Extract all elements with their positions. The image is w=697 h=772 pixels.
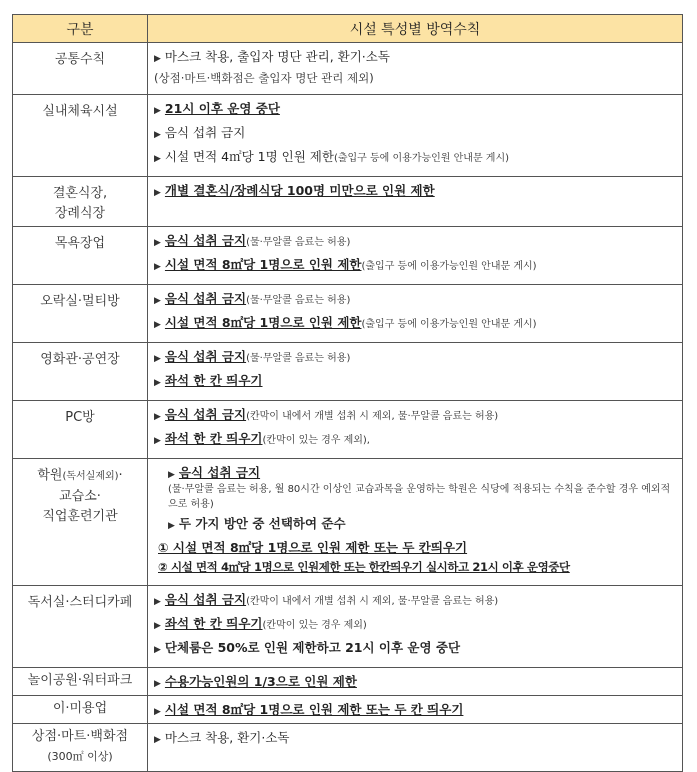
row-category: 공통수칙 [13,43,148,95]
triangle-right-icon: ▶ [154,188,161,198]
rule-line: ▶ 음식 섭취 금지(물·무알콜 음료는 허용) [154,349,351,364]
row-category: PC방 [13,401,148,459]
row-category: 놀이공원·워터파크 [13,668,148,696]
table-row [13,343,683,401]
triangle-right-icon: ▶ [154,262,161,272]
rule-line: ▶ 음식 섭취 금지 [168,465,261,480]
triangle-right-icon: ▶ [154,412,161,422]
rule-line: ▶ 음식 섭취 금지(물·무알콜 음료는 허용) [154,233,351,248]
row-rules [148,668,683,696]
triangle-right-icon: ▶ [154,378,161,388]
rule-line: ▶ 두 가지 방안 중 선택하여 준수 [168,516,346,531]
rule-note: (물·무알콜 음료는 허용, 월 80시간 이상인 교습과목을 운영하는 학원은 식당에 적용되는 수칙을 준수할 경우 예외적으로 허용) [168,484,671,510]
table-row [13,43,683,95]
table-row [13,724,683,772]
triangle-right-icon: ▶ [154,320,161,330]
rule-line: ▶ 음식 섭취 금지(물·무알콜 음료는 허용) [154,291,351,306]
rule-line: ▶ 좌석 한 칸 띄우기(칸막이 있는 경우 제외) [154,616,367,631]
row-category: 상점·마트·백화점 (300㎡ 이상) [13,724,148,772]
header-category: 구분 [13,15,148,43]
triangle-right-icon: ▶ [154,436,161,446]
table-row [13,459,683,586]
triangle-right-icon: ▶ [154,735,161,745]
row-rules [148,459,683,586]
option-line: ② 시설 면적 4㎡당 1명으로 인원제한 또는 한칸띄우기 실시하고 21시 이후 운영중단 [158,560,570,574]
row-rules [148,95,683,177]
row-category: 이·미용업 [13,696,148,724]
row-rules [148,177,683,227]
row-category: 목욕장업 [13,227,148,285]
rule-line: ▶ 시설 면적 8㎡당 1명으로 인원 제한 또는 두 칸 띄우기 [154,702,464,717]
triangle-right-icon: ▶ [154,238,161,248]
row-rules [148,43,683,95]
row-rules [148,696,683,724]
quarantine-rules-table [12,14,683,772]
row-category: 오락실·멀티방 [13,285,148,343]
table-row [13,668,683,696]
triangle-right-icon: ▶ [154,621,161,631]
triangle-right-icon: ▶ [154,354,161,364]
rule-line: ▶ 시설 면적 8㎡당 1명으로 인원 제한(출입구 등에 이용가능인원 안내문 게시) [154,315,537,330]
row-rules [148,343,683,401]
rule-line: ▶ 음식 섭취 금지(칸막이 내에서 개별 섭취 시 제외, 물·무알콜 음료는 허용) [154,592,499,607]
header-row [13,15,683,43]
triangle-right-icon: ▶ [154,296,161,306]
rule-line: ▶ 좌석 한 칸 띄우기(칸막이 있는 경우 제외), [154,431,370,446]
rule-line: ▶ 수용가능인원의 1/3으로 인원 제한 [154,674,357,689]
triangle-right-icon: ▶ [168,521,175,531]
option-line: ① 시설 면적 8㎡당 1명으로 인원 제한 또는 두 칸띄우기 [158,540,468,555]
rule-line: ▶ 마스크 착용, 환기·소독 [154,730,290,745]
table-row [13,227,683,285]
triangle-right-icon: ▶ [154,54,161,64]
triangle-right-icon: ▶ [154,645,161,655]
triangle-right-icon: ▶ [154,597,161,607]
row-rules [148,285,683,343]
rule-line: ▶ 시설 면적 8㎡당 1명으로 인원 제한(출입구 등에 이용가능인원 안내문 게시) [154,257,537,272]
row-category: 실내체육시설 [13,95,148,177]
header-rules: 시설 특성별 방역수칙 [148,15,683,43]
triangle-right-icon: ▶ [154,130,161,140]
rule-line: ▶ 개별 결혼식/장례식당 100명 미만으로 인원 제한 [154,183,435,198]
row-category: 독서실·스터디카페 [13,586,148,668]
rule-line: ▶ 21시 이후 운영 중단 [154,101,280,116]
triangle-right-icon: ▶ [168,470,175,480]
rule-line: ▶ 마스크 착용, 출입자 명단 관리, 환기·소독 [154,49,390,64]
rule-line: ▶ 음식 섭취 금지(칸막이 내에서 개별 섭취 시 제외, 물·무알콜 음료는 허용) [154,407,499,422]
row-category: 결혼식장, 장례식장 [13,177,148,227]
row-category: 학원(독서실제외)· 교습소· 직업훈련기관 [13,459,148,586]
row-rules [148,724,683,772]
rule-line: ▶ 좌석 한 칸 띄우기 [154,373,263,388]
table-row [13,586,683,668]
rule-line: ▶ 시설 면적 4㎡당 1명 인원 제한(출입구 등에 이용가능인원 안내문 게시) [154,149,510,164]
row-rules [148,586,683,668]
row-rules [148,227,683,285]
rule-line: ▶ 음식 섭취 금지 [154,125,246,140]
table-row [13,95,683,177]
table-row [13,177,683,227]
triangle-right-icon: ▶ [154,679,161,689]
row-category: 영화관·공연장 [13,343,148,401]
rule-line: ▶ 단체룸은 50%로 인원 제한하고 21시 이후 운영 중단 [154,640,461,655]
rule-note: (상점·마트·백화점은 출입자 명단 관리 제외) [154,71,374,85]
row-rules [148,401,683,459]
table-row [13,285,683,343]
table-row [13,696,683,724]
table-row [13,401,683,459]
triangle-right-icon: ▶ [154,106,161,116]
triangle-right-icon: ▶ [154,154,161,164]
triangle-right-icon: ▶ [154,707,161,717]
